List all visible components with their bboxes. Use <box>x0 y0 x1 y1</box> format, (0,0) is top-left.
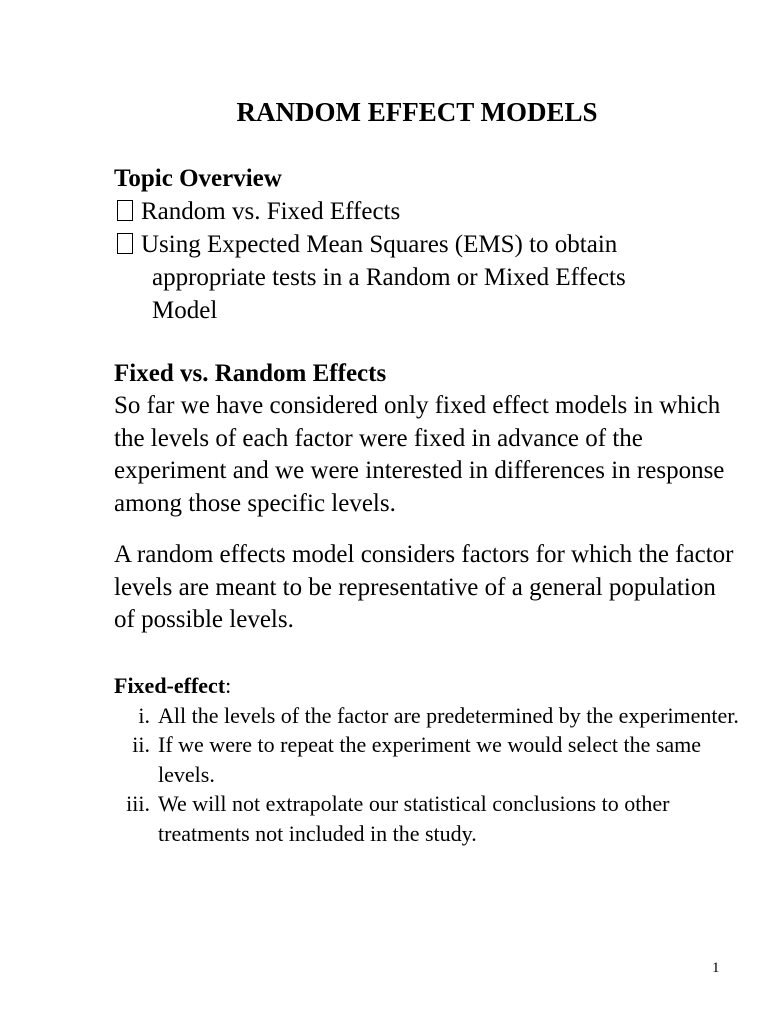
label-colon: : <box>225 673 232 698</box>
checkbox-bullet-icon <box>117 233 133 254</box>
fixed-vs-random-section <box>114 357 734 520</box>
fixed-effect-term: Fixed-effect <box>114 673 226 698</box>
list-item-text: All the levels of the factor are predetermined by the experimenter. <box>158 702 739 728</box>
topic-overview-heading: Topic Overview <box>114 165 282 192</box>
fixed-effect-section <box>114 671 754 848</box>
list-item-number: iii. <box>126 791 150 816</box>
overview-bullet <box>114 228 734 261</box>
section-heading: Fixed vs. Random Effects <box>114 360 387 387</box>
list-item <box>114 701 754 731</box>
list-item <box>114 730 754 789</box>
topic-overview <box>114 162 734 327</box>
list-item-number: ii. <box>132 732 150 757</box>
list-item-text: If we were to repeat the experiment we would select the same levels. <box>158 732 702 787</box>
page-number: 1 <box>712 960 720 976</box>
paragraph: A random effects model considers factors for which the factor levels are meant to be representative of a general population of possible levels. <box>114 541 734 633</box>
overview-bullet-continuation: Model <box>152 297 218 324</box>
overview-bullet-text: Random vs. Fixed Effects <box>141 198 401 225</box>
fixed-effect-label <box>114 671 754 701</box>
page-title: RANDOM EFFECT MODELS <box>236 97 598 127</box>
overview-bullet-text: Using Expected Mean Squares (EMS) to obtain <box>141 231 618 258</box>
list-item-text: We will not extrapolate our statistical conclusions to other treatments not included in the study. <box>158 791 670 846</box>
list-item-number: i. <box>138 702 150 728</box>
checkbox-bullet-icon <box>117 200 133 221</box>
list-item <box>114 789 754 848</box>
overview-bullet <box>114 195 734 228</box>
overview-bullet-continuation: appropriate tests in a Random or Mixed Effects <box>152 264 626 291</box>
paragraph: So far we have considered only fixed effect models in which the levels of each factor were fixed in advance of the experiment and we were interested in differences in response among those specific levels. <box>114 392 725 517</box>
